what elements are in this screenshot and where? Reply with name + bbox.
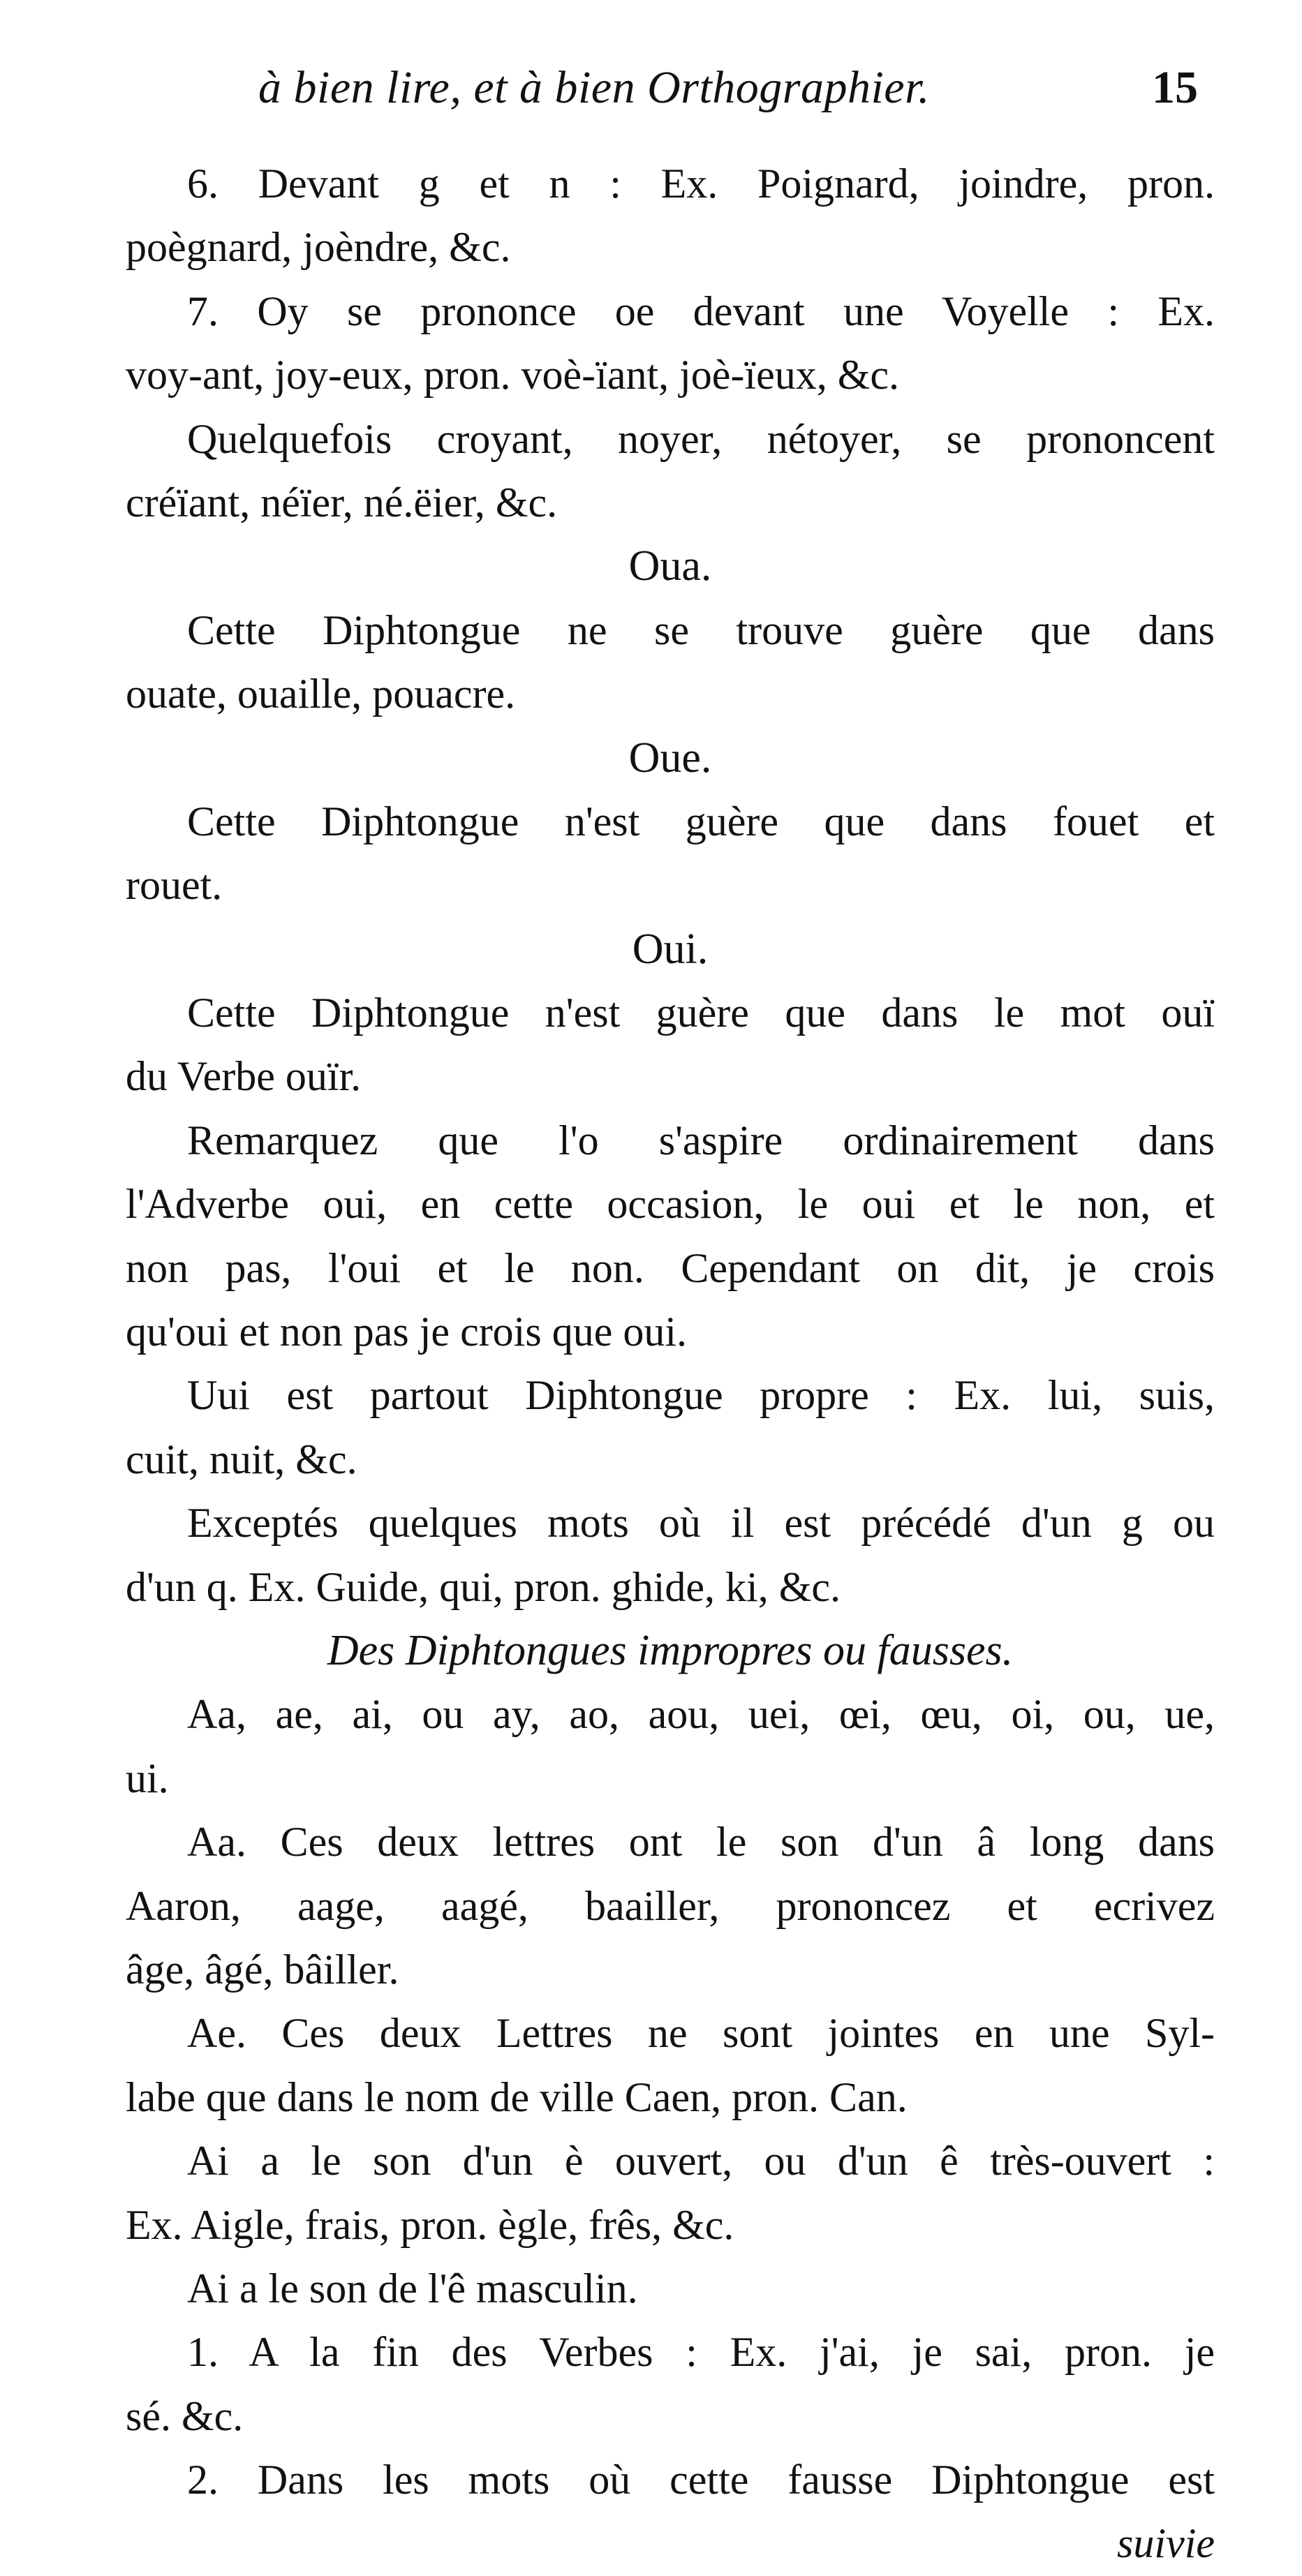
text-line: non pas, l'oui et le non. Cependant on dit, je crois <box>126 1244 1215 1291</box>
text-line: Cette Diphtongue ne se trouve guère que dans <box>187 606 1215 653</box>
text-line: Aa, ae, ai, ou ay, ao, aou, uei, œi, œu, oi, ou, ue, <box>187 1691 1215 1738</box>
text-line: créïant, néïer, né.ëier, &c. <box>126 479 558 526</box>
text-line: Cette Diphtongue n'est guère que dans fouet et <box>187 798 1215 844</box>
text-line: qu'oui et non pas je crois que oui. <box>126 1309 687 1355</box>
text-line: poègnard, joèndre, &c. <box>126 224 511 271</box>
catchword: suivie <box>1117 2520 1215 2567</box>
text-line: voy-ant, joy-eux, pron. voè-ïant, joè-ïeux, &c. <box>126 352 900 399</box>
text-line: du Verbe ouïr. <box>126 1053 362 1100</box>
text-line: Remarquez que l'o s'aspire ordinairement dans <box>187 1117 1215 1163</box>
text-line: 1. A la fin des Verbes : Ex. j'ai, je sai, pron. je <box>187 2329 1215 2376</box>
section-heading: Oua. <box>628 542 712 590</box>
text-line: cuit, nuit, &c. <box>126 1436 357 1482</box>
text-line: Ai a le son d'un è ouvert, ou d'un ê très-ouvert : <box>187 2138 1215 2184</box>
text-line: Quelquefois croyant, noyer, nétoyer, se prononcent <box>187 415 1215 462</box>
text-line: Aa. Ces deux lettres ont le son d'un â long dans <box>187 1819 1215 1866</box>
section-heading: Oue. <box>628 734 712 782</box>
text-line: sé. &c. <box>126 2392 244 2439</box>
text-line: 6. Devant g et n : Ex. Poignard, joindre, pron. <box>187 161 1215 207</box>
text-line: âge, âgé, bâiller. <box>126 1946 399 1993</box>
text-line: 2. Dans les mots où cette fausse Diphtongue est <box>187 2457 1215 2503</box>
text-line: l'Adverbe oui, en cette occasion, le oui et le non, et <box>126 1181 1215 1228</box>
text-line: rouet. <box>126 862 223 909</box>
page-body <box>126 152 1215 2576</box>
page-number: 15 <box>1152 62 1198 113</box>
text-line: 7. Oy se prononce oe devant une Voyelle : Ex. <box>187 288 1215 334</box>
text-line: labe que dans le nom de ville Caen, pron. Can. <box>126 2074 908 2120</box>
text-line: Exceptés quelques mots où il est précédé d'un g ou <box>187 1500 1215 1547</box>
section-heading: Oui. <box>632 925 709 973</box>
text-line: Ex. Aigle, frais, pron. ègle, frês, &c. <box>126 2201 734 2248</box>
text-line: Aaron, aage, aagé, baailler, prononcez et ecrivez <box>126 1882 1215 1929</box>
running-title: à bien lire, et à bien Orthographier. <box>258 62 930 113</box>
text-line: ouate, ouaille, pouacre. <box>126 671 516 717</box>
text-line: ui. <box>126 1755 169 1801</box>
text-line: Ae. Ces deux Lettres ne sont jointes en une Syl- <box>187 2010 1215 2057</box>
text-line: Cette Diphtongue n'est guère que dans le mot ouï <box>187 990 1215 1036</box>
text-line: Uui est partout Diphtongue propre : Ex. lui, suis, <box>187 1372 1215 1419</box>
section-heading: Des Diphtongues impropres ou fausses. <box>327 1626 1014 1674</box>
text-line: d'un q. Ex. Guide, qui, pron. ghide, ki, &c. <box>126 1563 841 1610</box>
text-line: Ai a le son de l'ê masculin. <box>187 2265 638 2311</box>
